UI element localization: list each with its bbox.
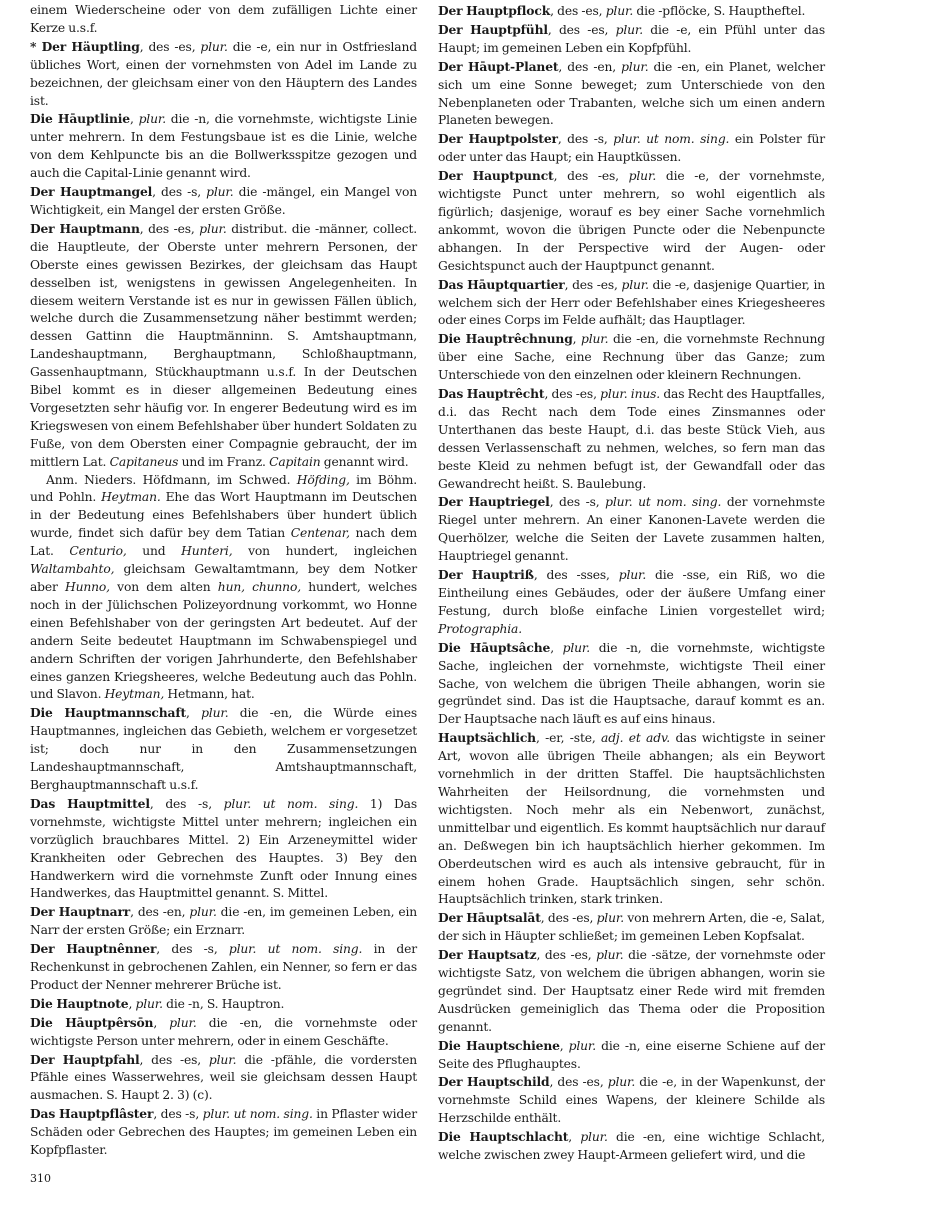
entry-text: die -en, ein Planet, welcher sich um eine Sonne beweget; zum Unterschiede von den Nebenplaneten oder Trabanten, welche sich um einen andern Planeten bewegen. xyxy=(438,59,825,128)
entry-text: die -n, die vornehmste, wichtigste Sache, ingleichen der vornehmste, wichtigste Theil einer Sache, von welchem die übrigen Theile abhangen, worin sie gegründet sind. Das ist die Hauptsache, darauf kommt es an. Der Hauptsache nach läuft es auf eins hinaus. xyxy=(438,640,825,727)
entry-italic-text: plur. ut nom. sing. xyxy=(605,495,722,510)
entry-italic-text: plur. xyxy=(615,22,644,37)
entry-italic-text: plur. xyxy=(580,332,609,347)
page-number: 310 xyxy=(30,1172,51,1185)
dictionary-entry xyxy=(30,795,417,903)
entry-headword: Das Hauptrêcht xyxy=(438,386,545,402)
dictionary-entry xyxy=(30,472,417,705)
entry-text: von mehrern Arten, die -e, Salat, der sich in Häupter schließet; im gemeinen Leben Kopfsalat. xyxy=(438,911,825,944)
dictionary-entry xyxy=(438,909,825,946)
entry-headword: Die Hauptmannschaft xyxy=(30,705,187,721)
dictionary-entry xyxy=(438,1037,825,1074)
dictionary-entry xyxy=(438,130,825,167)
entry-italic-text: Waltambahto, xyxy=(30,562,115,577)
entry-text: , xyxy=(129,112,139,127)
dictionary-entry xyxy=(438,1073,825,1128)
entry-headword: Die Hāuptlinie xyxy=(30,111,130,127)
entry-text: , xyxy=(550,640,563,655)
entry-italic-text: plur. xyxy=(562,640,591,655)
entry-italic-text: plur. xyxy=(628,169,657,184)
entry-headword: Der Hauptpflock xyxy=(438,3,551,18)
entry-headword: Das Hauptmittel xyxy=(30,795,150,811)
dictionary-entry xyxy=(438,946,825,1037)
entry-text: , des -es, xyxy=(550,4,606,18)
entry-text: die -e, der vornehmste, wichtigste Punct unter mehrern, so wohl eigentlich als figürlich; dasjenige, worauf es bey einer Sache vornehmlich ankommt, wovon die übrigen Puncte oder die Nebenpuncte abhangen. In der Perspective wird der Augen- oder Gesichtspunct auch der Hauptpunct genannt. xyxy=(438,169,825,273)
entry-text: , des -es, xyxy=(564,277,622,292)
entry-headword: Der Hauptsatz xyxy=(438,947,537,963)
entry-text: die -pflöcke, S. Hauptheftel. xyxy=(633,4,806,18)
entry-text: , des -s, xyxy=(156,942,229,957)
entry-headword: Die Hauptnote xyxy=(30,995,129,1011)
dictionary-entry xyxy=(438,167,825,275)
entry-text: Ehe das Wort Hauptmann im Deutschen in der Bedeutung eines Befehlshabers über hundert üblich wurde, findet sich dafür bey dem Tatian xyxy=(30,490,417,541)
entry-text: , des -s, xyxy=(149,796,224,811)
entry-text: , xyxy=(568,1130,581,1145)
entry-headword: Die Hāuptsâche xyxy=(438,639,551,655)
entry-text: der vornehmste Riegel unter mehrern. An einer Kanonen-Lavete werden die Querhölzer, welche die Seiten der Lavete zusammen halten, Hauptriegel genannt. xyxy=(438,495,825,564)
entry-headword: Der Hauptschild xyxy=(438,1074,550,1090)
entry-italic-text: Capitain xyxy=(269,454,321,469)
entry-headword: Die Hauptrêchnung xyxy=(438,331,573,347)
dictionary-entry xyxy=(30,704,417,795)
entry-headword: Der Hauptmangel xyxy=(30,184,153,200)
entry-text: , des -s, xyxy=(153,1107,203,1122)
entry-headword: Der Hauptriß xyxy=(438,567,534,583)
dictionary-entry xyxy=(438,21,825,58)
entry-text: , des -es, xyxy=(553,169,629,184)
entry-text: hundert, welches noch in der Jülichschen Polizeyordnung vorkommt, wo Honne einen Befehlshaber von der geringsten Art bedeutet. Auf der andern Seite bedeutet Hauptmann im Schwabenspiegel und andern Schriften der vorigen Jahrhunderte, den Befehlshaber eines ganzen Kriegsheeres, welche Bedeutung auch das Pohln. und Slavon. xyxy=(30,580,417,702)
entry-text: , des -es, xyxy=(547,22,616,37)
entry-headword: Der Häuptling xyxy=(41,38,140,54)
entry-headword: Der Hauptpolster xyxy=(438,131,558,147)
entry-italic-text: Höfding, xyxy=(296,472,350,487)
entry-text: die -pfähle, die vordersten Pfähle eines Wasserwehres, weil sie gleichsam dessen Haupt ausmachen. S. Haupt 2. 3) (c). xyxy=(30,1052,417,1103)
entry-italic-text: plur. xyxy=(607,1075,636,1090)
entry-headword: Die Hauptschiene xyxy=(438,1037,560,1053)
entry-text: die -en, die vornehmste Rechnung über eine Sache, eine Rechnung über das Ganze; zum Unterschiede von den einzelnen oder kleinern Rechnungen. xyxy=(438,332,825,383)
entry-text: im Böhm. und Pohln. xyxy=(30,472,417,505)
entry-italic-text: plur. xyxy=(568,1038,597,1053)
entry-text: ein Polster für oder unter das Haupt; ein Hauptküssen. xyxy=(438,132,826,165)
entry-italic-text: plur. xyxy=(618,568,647,583)
entry-text: , des -es, xyxy=(540,911,597,926)
entry-text: , -er, -ste, xyxy=(535,731,602,746)
dictionary-entry xyxy=(30,220,417,472)
entry-italic-text: Hunno, xyxy=(65,580,110,594)
entry-italic-text: Hunteri, xyxy=(181,544,233,559)
entry-italic-text: plur. xyxy=(208,1052,237,1067)
entry-italic-text: plur. xyxy=(189,905,217,920)
entry-italic-text: plur. xyxy=(135,996,163,1011)
entry-headword: Das Hāuptquartier xyxy=(438,276,565,292)
entry-italic-text: plur. xyxy=(580,1130,608,1145)
entry-italic-text: plur. xyxy=(200,39,228,54)
entry-text: in der Rechenkunst in gebrochenen Zahlen, ein Nenner, so fern er das Product der Nenner mehrerer Brüche ist. xyxy=(30,942,417,992)
entry-italic-text: plur. xyxy=(138,112,166,127)
entry-headword: Der Hauptpunct xyxy=(438,168,554,184)
entry-text: das wichtigste in seiner Art, wovon alle übrigen Theile abhangen; als ein Beywort vornehmlich in der dritten Staffel. Die hauptsächlichsten Wahrheiten der Heilsordnung, die vornehmsten und wichtigsten. Noch mehr als ein Nebenwort, zunächst, unmittelbar und eigentlich. Es kommt hauptsächlich nur darauf an. Deßwegen bin ich hauptsächlich hierher gekommen. Im Oberdeutschen wird es auch als intensive gebraucht, für in einem hohen Grade. Hauptsächlich singen, sehr schön. Hauptsächlich trinken, stark trinken. xyxy=(438,731,825,907)
entry-italic-text: Capitaneus xyxy=(109,454,179,469)
entry-italic-text: adj. et adv. xyxy=(601,731,671,746)
dictionary-entry xyxy=(30,903,417,940)
entry-italic-text: plur. inus. xyxy=(600,387,661,402)
entry-headword: Der Hauptriegel xyxy=(438,494,550,510)
entry-text: von hundert, ingleichen xyxy=(232,544,418,559)
entry-italic-text: plur. xyxy=(596,948,624,963)
entry-text: genannt wird. xyxy=(320,454,409,469)
entry-text: , xyxy=(559,1038,569,1053)
dictionary-entry xyxy=(30,2,417,38)
entry-italic-text: Centurio, xyxy=(69,544,127,559)
entry-text: von dem alten xyxy=(109,580,218,594)
entry-text: , des -sses, xyxy=(533,568,619,583)
dictionary-entry xyxy=(30,995,417,1014)
entry-text: die -en, die Würde eines Hauptmannes, ingleichen das Gebieth, welchem er vorgesetzet ist; doch nur in den Zusammensetzungen Landeshauptmannschaft, Amtshauptmannschaft, Berghauptmannschaft u.s.f. xyxy=(30,706,417,792)
entry-italic-text: Centenar, xyxy=(290,526,350,541)
dictionary-entry xyxy=(438,330,825,385)
entry-italic-text: plur. ut nom. sing. xyxy=(223,796,359,811)
entry-text: die -e, ein nur in Ostfriesland übliches Wort, einen der vornehmsten von Adel im Lande zu bezeichnen, der gleichsam einer von den Häuptern des Landes ist. xyxy=(30,39,417,108)
entry-headword: Der Hāupt-Planet xyxy=(438,58,559,74)
dictionary-entry xyxy=(30,1105,417,1160)
entry-text: , des -es, xyxy=(536,948,597,963)
entry-text: , des -en, xyxy=(558,59,622,74)
entry-text: 1) Das vornehmste, wichtigste Mittel unter mehrern; ingleichen ein vorzüglich brauchbares Mittel. 2) Ein Arzeneymittel wider Krankheiten oder Gebrechen des Hauptes. 3) Bey den Handwerkern wird die vornehmste Zunft oder Innung eines Handwerkes, das Hauptmittel genannt. S. Mittel. xyxy=(30,796,418,901)
entry-italic-text: plur. xyxy=(605,4,634,18)
entry-text: , des -es, xyxy=(544,387,601,402)
entry-text: , xyxy=(186,706,202,721)
entry-text: in Pflaster wider Schäden oder Gebrechen des Hauptes; im gemeinen Leben ein Kopfpflaster. xyxy=(30,1107,417,1158)
dictionary-entry xyxy=(438,639,825,730)
entry-text: die -en, im gemeinen Leben, ein Narr der ersten Größe; ein Erznarr. xyxy=(30,905,418,938)
dictionary-entry xyxy=(438,729,825,909)
dictionary-entry xyxy=(438,1128,825,1165)
dictionary-entry xyxy=(438,385,825,493)
entry-text: gleichsam Gewaltamtmann, bey dem Notker aber xyxy=(30,562,417,594)
entry-headword: Der Hāuptsalāt xyxy=(438,910,541,926)
entry-text: Anm. Nieders. Höfdmann, im Schwed. xyxy=(46,472,297,487)
entry-text: , xyxy=(153,1015,170,1030)
dictionary-entry xyxy=(438,2,825,21)
entry-italic-text: plur. xyxy=(201,706,229,721)
dictionary-entry xyxy=(438,493,825,566)
entry-text: , xyxy=(128,996,136,1011)
right-column xyxy=(438,2,825,1165)
dictionary-entry xyxy=(30,940,417,995)
entry-headword: Der Hauptnarr xyxy=(30,904,131,920)
entry-text: , des -s, xyxy=(557,132,614,147)
entry-text: die -sse, ein Riß, wo die Eintheilung eines Gebäudes, oder der äußere Umfang einer Festung, durch bloße einfache Linien vorgestellet wird; xyxy=(438,568,825,618)
entry-text: , des -es, xyxy=(139,221,200,236)
entry-text: die -n, S. Hauptron. xyxy=(162,996,285,1011)
entry-headword: Das Hauptpflâster xyxy=(30,1106,154,1122)
entry-text: , des -es, xyxy=(139,1052,209,1067)
entry-text: die -e, dasjenige Quartier, in welchem sich der Herr oder Befehlshaber eines Kriegesheeres oder eines Corps im Felde aufhält; das Hauptlager. xyxy=(438,277,825,328)
entry-italic-text: plur. xyxy=(596,911,624,926)
entry-italic-text: plur. xyxy=(199,221,227,236)
entry-text: , des -es, xyxy=(139,39,201,54)
entry-headword: Der Hauptpfahl xyxy=(30,1051,140,1067)
entry-headword: Die Hauptschlacht xyxy=(438,1129,569,1145)
entry-text: die -e, in der Wapenkunst, der vornehmste Schild eines Wapens, der kleinere Schilde als Herzschilde enthält. xyxy=(438,1075,825,1126)
left-column xyxy=(30,2,417,1160)
entry-italic-text: plur. ut nom. sing. xyxy=(228,942,363,957)
entry-text: , des -s, xyxy=(152,185,207,200)
entry-italic-text: Heytman. xyxy=(101,490,161,505)
entry-headword: Der Hauptpfühl xyxy=(438,21,548,37)
entry-text: das Recht des Hauptfalles, d.i. das Recht nach dem Tode eines Zinsmannes oder Unterthanen das beste Haupt, d.i. das beste Stück Vieh, aus dessen Verlassenschaft zu nehmen, welches, so fern man das beste Kleid zu nehmen befugt ist, der Gewandfall oder das Gewandrecht heißt. S. Baulebung. xyxy=(438,387,825,491)
entry-text: , xyxy=(572,332,581,347)
dictionary-entry xyxy=(30,110,417,183)
entry-italic-text: plur. xyxy=(206,185,234,200)
entry-headword: Der Hauptnênner xyxy=(30,941,157,957)
entry-text: distribut. die -männer, collect. die Hauptleute, der Oberste unter mehrern Personen, der Oberste eines gewissen Bezirkes, der gleichsam das Haupt desselben ist, wenigstens in gewissen Angelegenheiten. In diesem weitern Verstande ist es nur in gewissen Fällen üblich, welche durch die Zusammensetzung näher bestimmt werden; dessen Gattinn die Hauptmänninn. S. Amtshauptmann, Landeshauptmann, Berghauptmann, Schloßhauptmann, Gassenhauptmann, Stückhauptmann u.s.f. In der Deutschen Bibel kommt es in dieser allgemeinen Bedeutung eines Vorgesetzten sehr häufig vor. In engerer Bedeutung wird es im Kriegswesen von einem Befehlshaber über hundert Soldaten zu Fuße, von dem Obersten einer Compagnie gebraucht, der im mittlern Lat. xyxy=(30,221,417,469)
dictionary-entry xyxy=(438,276,825,331)
entry-text: einem Wiederscheine oder von dem zufälligen Lichte einer Kerze u.s.f. xyxy=(30,3,417,35)
entry-italic-text: plur. xyxy=(621,59,649,74)
entry-italic-text: plur. xyxy=(621,277,649,292)
entry-text: die -en, die vornehmste oder wichtigste Person unter mehrern, oder in einem Geschäfte. xyxy=(30,1015,417,1048)
dictionary-entry xyxy=(30,1051,417,1106)
dictionary-entry xyxy=(30,1014,417,1051)
dictionary-entry xyxy=(30,38,417,111)
entry-text: die -e, ein Pfühl unter das Haupt; im gemeinen Leben ein Kopfpfühl. xyxy=(438,22,825,55)
dictionary-entry xyxy=(438,58,825,131)
entry-marker: * xyxy=(30,38,42,54)
entry-text: Hetmann, hat. xyxy=(164,687,255,702)
entry-italic-text: plur. xyxy=(169,1015,197,1030)
dictionary-entry xyxy=(30,183,417,220)
entry-text: die -mängel, ein Mangel von Wichtigkeit, ein Mangel der ersten Größe. xyxy=(30,185,417,217)
entry-text: nach dem Lat. xyxy=(30,526,417,559)
entry-text: , des -s, xyxy=(549,495,606,510)
entry-headword: Der Hauptmann xyxy=(30,220,140,236)
entry-text: und im Franz. xyxy=(178,454,270,469)
entry-italic-text: hun, chunno, xyxy=(217,580,301,594)
entry-text: die -n, eine eiserne Schiene auf der Seite des Pflughauptes. xyxy=(438,1038,825,1071)
entry-text: die -en, eine wichtige Schlacht, welche zwischen zwey Haupt-Armeen geliefert wird, und die xyxy=(438,1130,825,1163)
entry-italic-text: plur. ut nom. sing. xyxy=(613,132,730,147)
entry-text: , des -en, xyxy=(130,905,190,920)
entry-text: und xyxy=(126,544,182,559)
entry-text: , des -es, xyxy=(549,1075,608,1090)
entry-text: die -sätze, der vornehmste oder wichtigste Satz, von welchem die übrigen abhangen, worin sie gegründet sind. Der Hauptsatz einer Rede wird mit fremden Ausdrücken gemeiniglich das Thema oder die Proposition genannt. xyxy=(438,948,825,1034)
dictionary-entry xyxy=(438,566,825,639)
entry-italic-text: Heytman, xyxy=(104,687,165,702)
entry-headword: Die Hāuptpêrsōn xyxy=(30,1014,154,1030)
entry-italic-text: Protographia. xyxy=(438,621,522,636)
entry-headword: Hauptsächlich xyxy=(438,730,536,746)
entry-text: die -n, die vornehmste, wichtigste Linie unter mehrern. In dem Festungsbaue ist es die Linie, welche von dem Kehlpuncte bis an die Bollwerksspitze gezogen und auch die Capital-Linie genannt wird. xyxy=(30,112,417,181)
entry-italic-text: plur. ut nom. sing. xyxy=(202,1107,313,1122)
